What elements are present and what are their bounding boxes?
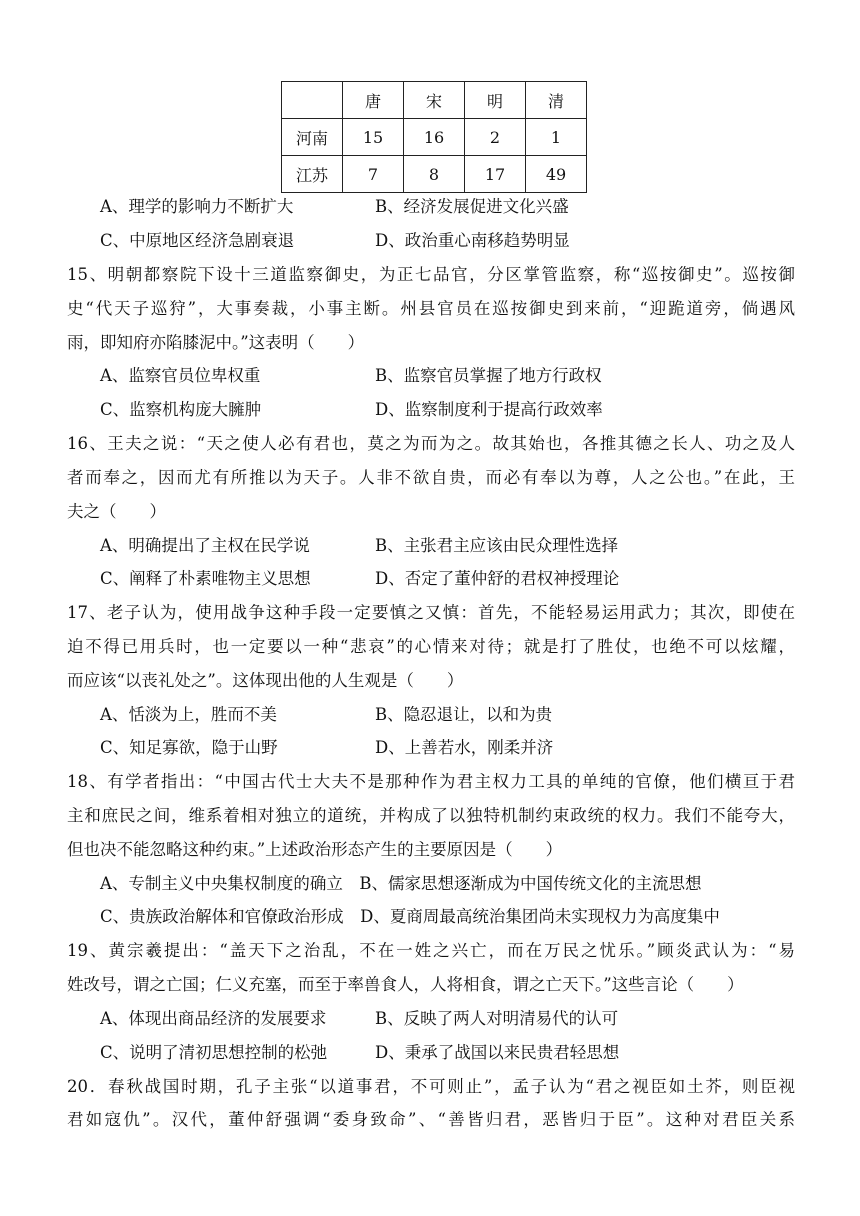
q18-stem-line: 但也决不能忽略这种约束。”上述政治形态产生的主要原因是（ ） xyxy=(67,840,563,859)
table-row xyxy=(282,119,587,156)
q14-option-a: A、理学的影响力不断扩大 xyxy=(100,197,294,216)
q18-options-ab: A、专制主义中央集权制度的确立 B、儒家思想逐渐成为中国传统文化的主流思想 xyxy=(100,874,702,893)
table-cell: 49 xyxy=(526,156,587,193)
q17-stem-line: 17、老子认为，使用战争这种手段一定要慎之又慎：首先，不能轻易运用武力；其次，即使在 xyxy=(67,603,795,622)
q17-option-a: A、恬淡为上，胜而不美 xyxy=(100,705,277,724)
q19-stem-line: 姓改号，谓之亡国；仁义充塞，而至于率兽食人，人将相食，谓之亡天下。”这些言论（ ） xyxy=(67,975,744,994)
table-cell: 8 xyxy=(404,156,465,193)
q14-option-b: B、经济发展促进文化兴盛 xyxy=(375,197,569,216)
q18-stem-line: 18、有学者指出：“中国古代士大夫不是那种作为君主权力工具的单纯的官僚，他们横亘于君 xyxy=(67,772,795,791)
table-cell: 明 xyxy=(465,82,526,119)
q19-stem-line: 19、黄宗羲提出：“盖天下之治乱，不在一姓之兴亡，而在万民之忧乐。”顾炎武认为：“易 xyxy=(67,941,795,960)
q15-option-c: C、监察机构庞大臃肿 xyxy=(100,400,262,419)
q15-stem-line: 史“代天子巡狩”，大事奏裁，小事主断。州县官员在巡按御史到来前，“迎跪道旁，倘遇风 xyxy=(67,299,795,318)
q20-stem-line: 20．春秋战国时期，孔子主张“以道事君，不可则止”，孟子认为“君之视臣如土芥，则臣视 xyxy=(67,1077,795,1096)
table-cell: 7 xyxy=(343,156,404,193)
q16-stem-line: 者而奉之，因而尤有所推以为天子。人非不欲自贵，而必有奉以为尊，人之公也。”在此，王 xyxy=(67,468,795,487)
q16-stem-line: 夫之（ ） xyxy=(67,502,166,521)
table-cell: 17 xyxy=(465,156,526,193)
q16-option-c: C、阐释了朴素唯物主义思想 xyxy=(100,569,311,588)
table-cell: 江苏 xyxy=(282,156,343,193)
q18-stem-line: 主和庶民之间，维系着相对独立的道统，并构成了以独特机制约束政统的权力。我们不能夸大， xyxy=(67,806,795,825)
q17-option-d: D、上善若水，刚柔并济 xyxy=(375,738,554,757)
q15-option-d: D、监察制度利于提高行政效率 xyxy=(375,400,603,419)
province-data-table xyxy=(281,81,587,193)
table-cell: 唐 xyxy=(343,82,404,119)
q15-stem-line: 雨，即知府亦陷膝泥中。”这表明（ ） xyxy=(67,333,365,352)
q19-option-c: C、说明了清初思想控制的松弛 xyxy=(100,1043,328,1062)
table-cell: 清 xyxy=(526,82,587,119)
table-cell: 2 xyxy=(465,119,526,156)
q17-stem-line: 迫不得已用兵时，也一定要以一种“悲哀”的心情来对待；就是打了胜仗，也绝不可以炫耀， xyxy=(67,637,795,656)
table-cell: 15 xyxy=(343,119,404,156)
table-cell: 河南 xyxy=(282,119,343,156)
q18-options-cd: C、贵族政治解体和官僚政治形成 D、夏商周最高统治集团尚未实现权力为高度集中 xyxy=(100,907,720,926)
q16-option-a: A、明确提出了主权在民学说 xyxy=(100,536,310,555)
q17-option-c: C、知足寡欲，隐于山野 xyxy=(100,738,278,757)
q16-stem-line: 16、王夫之说：“天之使人必有君也，莫之为而为之。故其始也，各推其德之长人、功之及人 xyxy=(67,434,795,453)
q16-option-b: B、主张君主应该由民众理性选择 xyxy=(375,536,619,555)
q14-option-d: D、政治重心南移趋势明显 xyxy=(375,231,570,250)
q15-option-b: B、监察官员掌握了地方行政权 xyxy=(375,366,602,385)
q16-option-d: D、否定了董仲舒的君权神授理论 xyxy=(375,569,620,588)
q15-stem-line: 15、明朝都察院下设十三道监察御史，为正七品官，分区掌管监察，称“巡按御史”。巡按御 xyxy=(67,265,795,284)
table-header-row xyxy=(282,82,587,119)
table-cell: 1 xyxy=(526,119,587,156)
q15-option-a: A、监察官员位卑权重 xyxy=(100,366,261,385)
table-row xyxy=(282,156,587,193)
q19-option-a: A、体现出商品经济的发展要求 xyxy=(100,1009,327,1028)
q19-option-d: D、秉承了战国以来民贵君轻思想 xyxy=(375,1043,620,1062)
q19-option-b: B、反映了两人对明清易代的认可 xyxy=(375,1009,619,1028)
table-cell xyxy=(282,82,343,119)
q20-stem-line: 君如寇仇”。汉代，董仲舒强调“委身致命”、“善皆归君，恶皆归于臣”。这种对君臣关系 xyxy=(67,1110,795,1129)
q17-option-b: B、隐忍退让，以和为贵 xyxy=(375,705,553,724)
q17-stem-line: 而应该“以丧礼处之”。这体现出他的人生观是（ ） xyxy=(67,671,464,690)
q14-option-c: C、中原地区经济急剧衰退 xyxy=(100,231,295,250)
table-cell: 16 xyxy=(404,119,465,156)
table-cell: 宋 xyxy=(404,82,465,119)
